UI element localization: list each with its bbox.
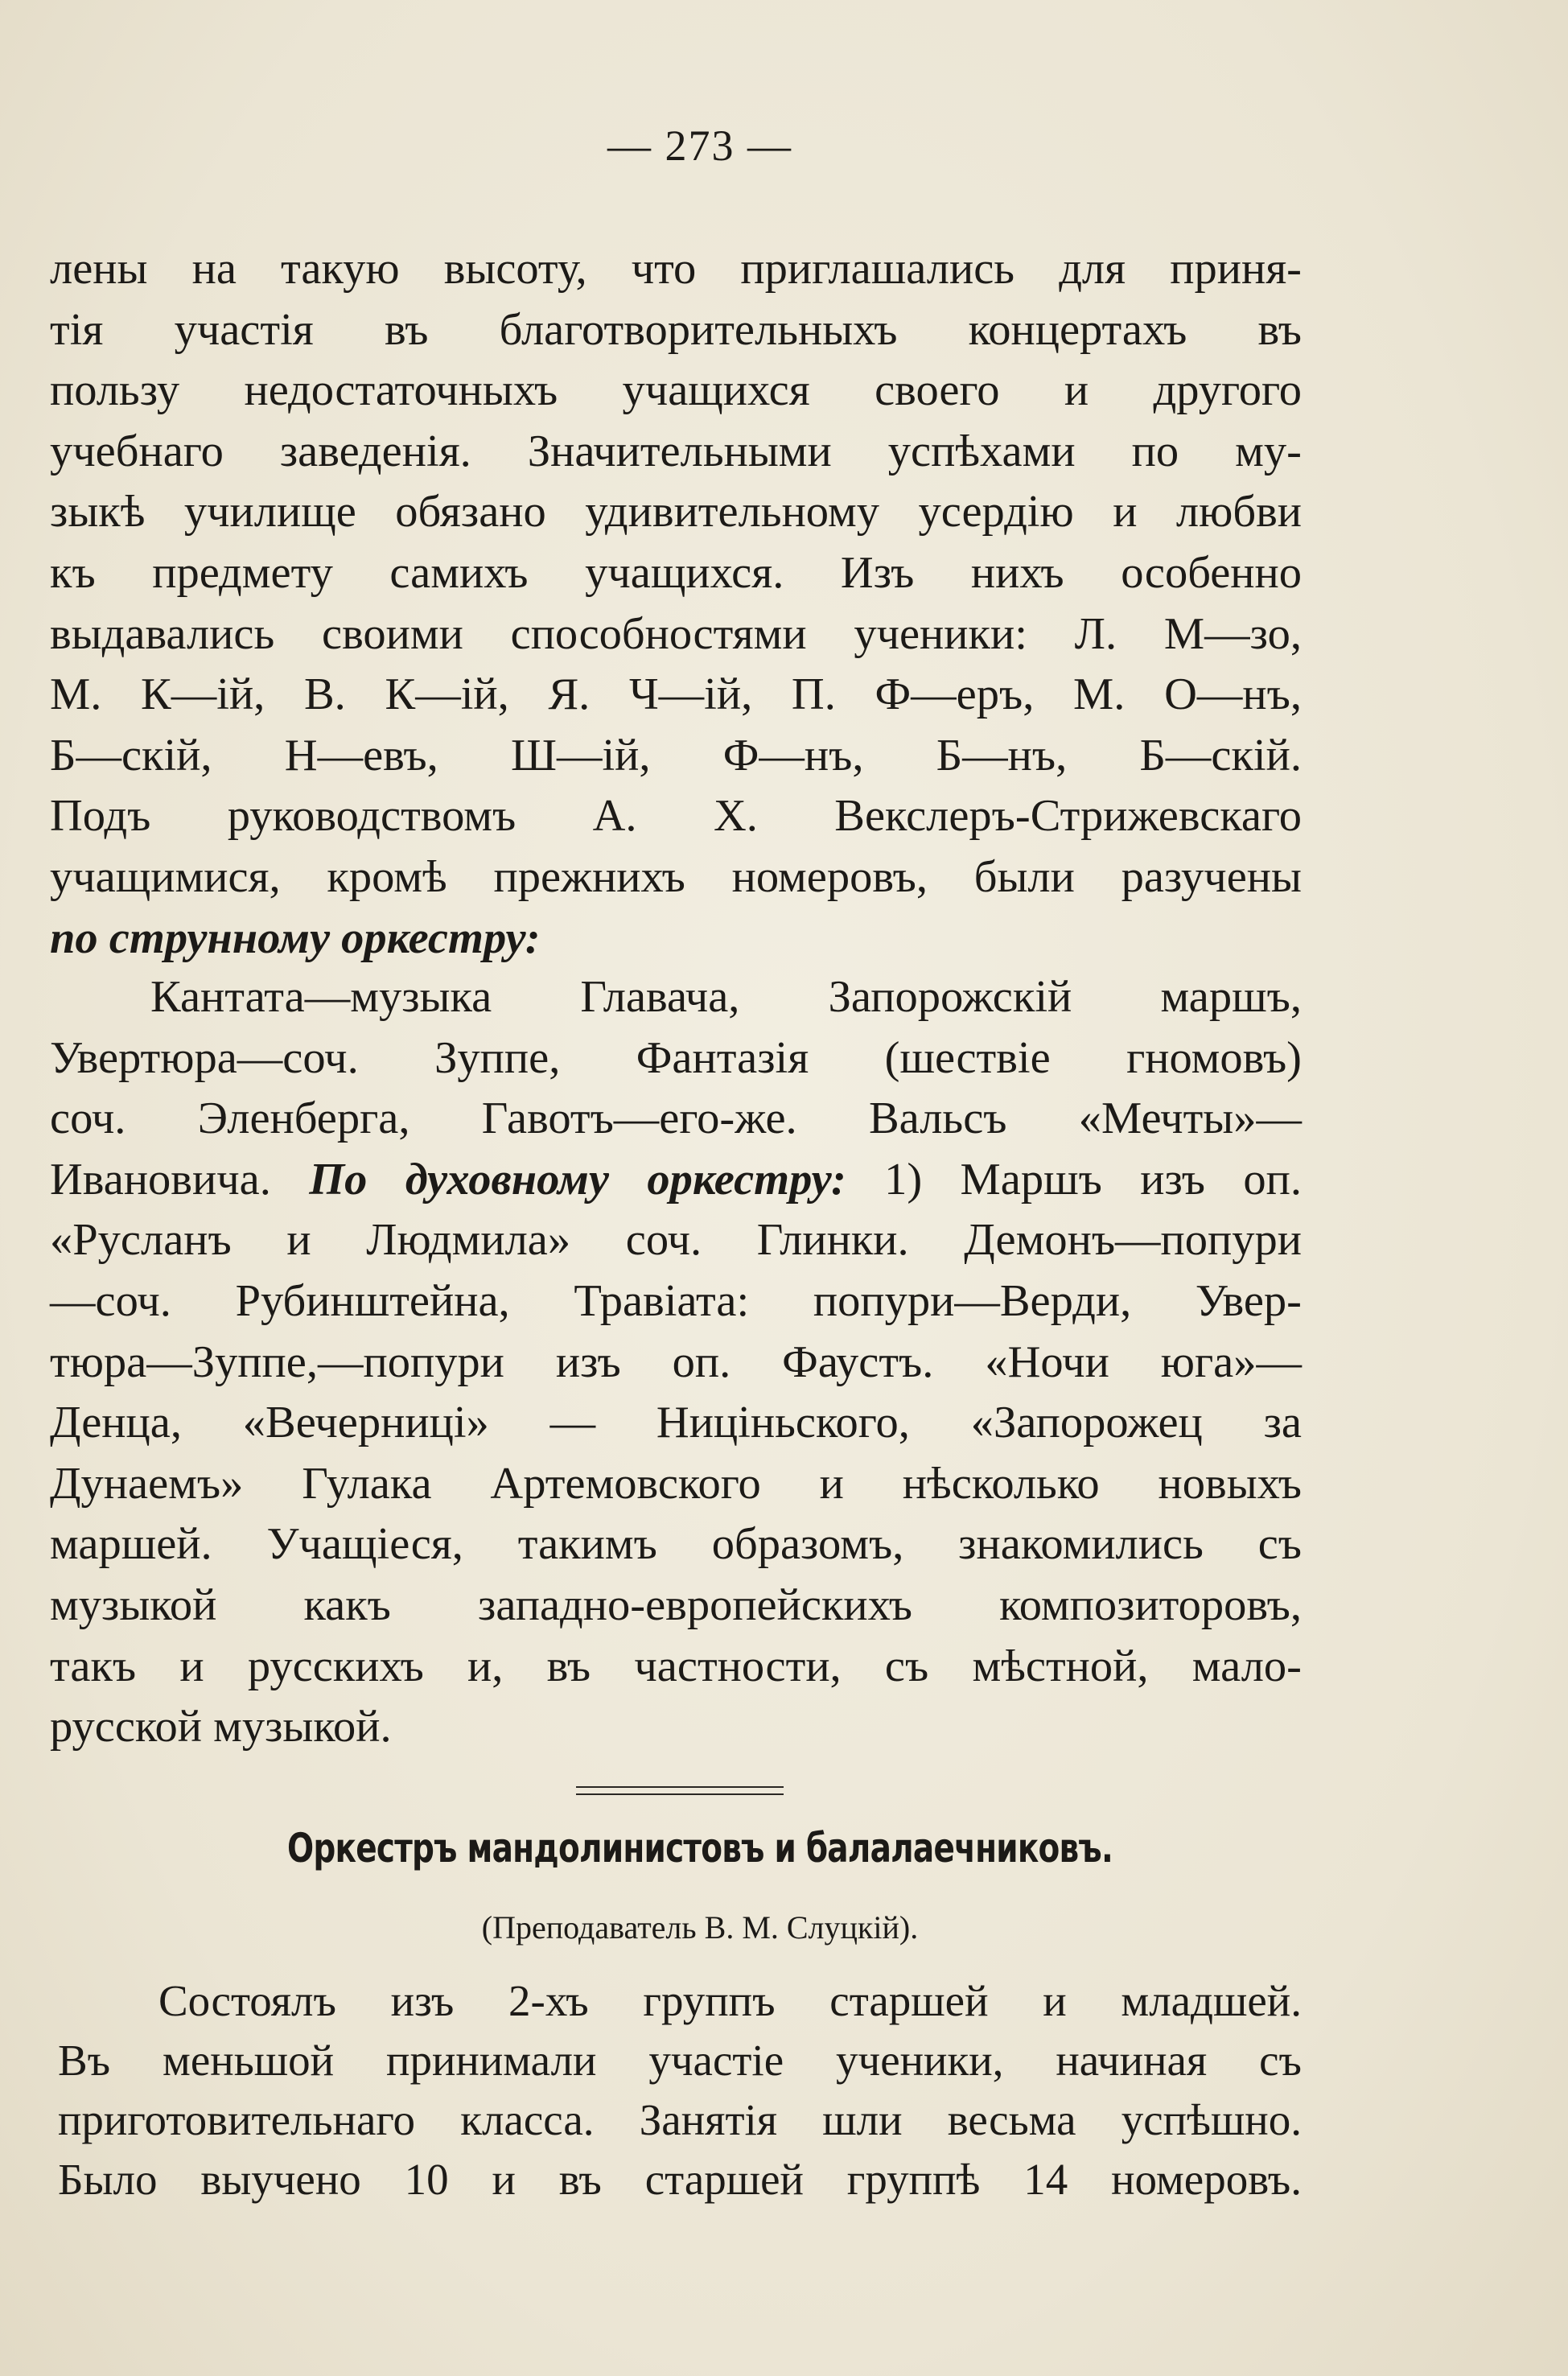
text-line: къ предмету самихъ учащихся. Изъ нихъ особенно (50, 547, 1302, 598)
text-line: Было выучено 10 и въ старшей группѣ 14 номеровъ. (58, 2155, 1302, 2204)
text-line: лены на такую высоту, что приглашались для приня- (50, 244, 1302, 294)
text-line: —соч. Рубинштейна, Травіата: попури—Верди, Увер- (50, 1275, 1302, 1326)
section-subheading: (Преподаватель В. М. Слуцкій). (481, 1909, 919, 1946)
text-line: Состоялъ изъ 2-хъ группъ старшей и младшей. (158, 1976, 1302, 2025)
emphasis-string-orchestra: по струнному оркестру: (50, 912, 541, 963)
text-line: Въ меньшой принимали участіе ученики, начиная съ (58, 2036, 1302, 2085)
text-fragment: 1) Маршъ изъ оп. (846, 1154, 1302, 1204)
text-line: такъ и русскихъ и, въ частности, съ мѣстной, мало- (50, 1641, 1302, 1691)
text-fragment: Ивановича. (50, 1154, 310, 1204)
text-line: маршей. Учащіеся, такимъ образомъ, знакомились съ (50, 1519, 1302, 1570)
page-number: — 273 — (607, 121, 792, 170)
text-line: выдавались своими способностями ученики: Л. М—зо, (50, 608, 1302, 659)
text-line: Дунаемъ» Гулака Артемовского и нѣсколько новыхъ (50, 1458, 1302, 1509)
text-line-mixed (50, 1150, 1302, 1211)
text-line: Денца, «Вечерниці» — Ниціньского, «Запорожец за (50, 1398, 1302, 1448)
text-line: пользу недостаточныхъ учащихся своего и другого (50, 365, 1302, 416)
text-line: Кантата—музыка Главача, Запорожскій маршъ, (150, 972, 1302, 1022)
text-line: приготовительнаго класса. Занятія шли весьма успѣшно. (58, 2095, 1302, 2144)
paragraph-repertoire (50, 967, 1302, 1758)
text-line: музыкой какъ западно-европейскихъ композиторовъ, (50, 1579, 1302, 1630)
text-line: «Русланъ и Людмила» соч. Глинки. Демонъ—попури (50, 1215, 1302, 1266)
text-line: русской музыкой. (50, 1702, 392, 1752)
section-heading: Оркестръ мандолинистовъ и балалаечниковъ. (287, 1825, 1113, 1872)
text-line: Подъ руководствомъ А. Х. Векслеръ-Стрижевскаго (50, 791, 1302, 842)
paragraph-mandolin-orchestra (58, 1971, 1302, 2209)
text-line: учащимися, кромѣ прежнихъ номеровъ, были разучены (50, 851, 1302, 902)
text-line: Увертюра—соч. Зуппе, Фантазія (шествіе гномовъ) (50, 1032, 1302, 1083)
text-line: тюра—Зуппе,—попури изъ оп. Фаустъ. «Ночи юга»— (50, 1336, 1302, 1387)
text-line: тія участія въ благотворительныхъ концертахъ въ (50, 304, 1302, 355)
text-line: М. К—ій, В. К—ій, Я. Ч—ій, П. Ф—еръ, М. О—нъ, (50, 669, 1302, 720)
emphasis-wind-orchestra: По духовному оркестру: (309, 1154, 846, 1204)
paragraph-performers (50, 239, 1302, 969)
section-divider (576, 1786, 784, 1795)
text-line: Б—скій, Н—евъ, Ш—ій, Ф—нъ, Б—нъ, Б—скій. (50, 730, 1302, 780)
text-line: учебнаго заведенія. Значительными успѣхами по му- (50, 426, 1302, 476)
text-line: зыкѣ училище обязано удивительному усердію и любви (50, 487, 1302, 537)
text-line: соч. Эленберга, Гавотъ—его-же. Вальсъ «Мечты»— (50, 1093, 1302, 1144)
